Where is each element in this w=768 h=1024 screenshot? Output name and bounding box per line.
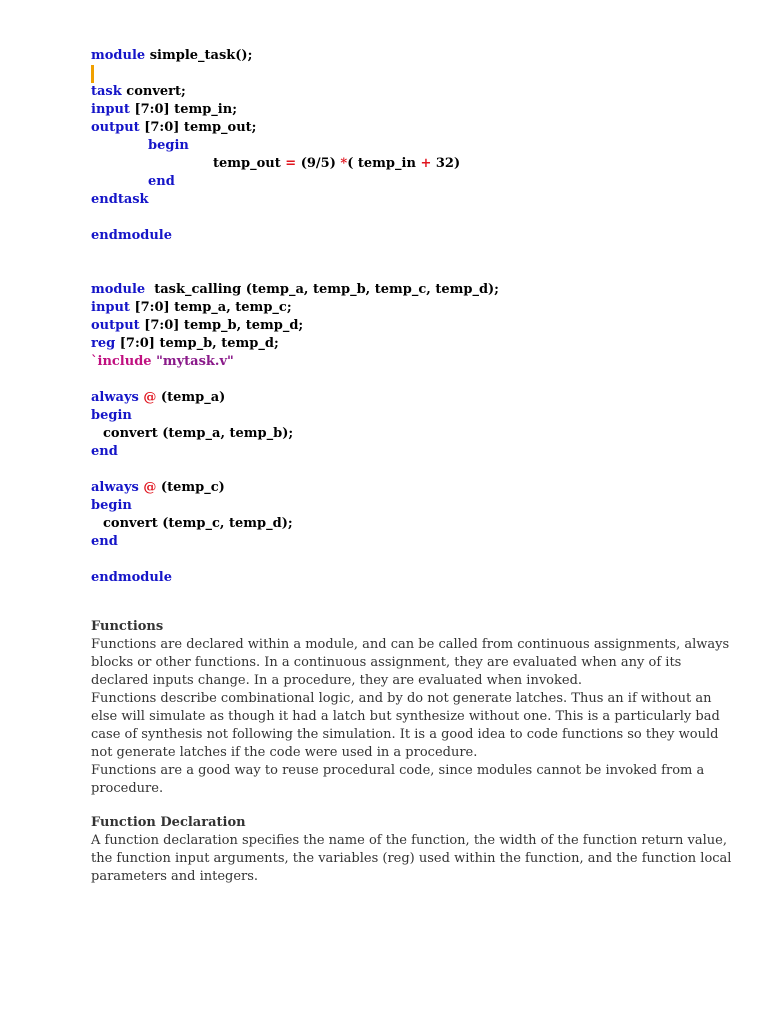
code-line-input-2 xyxy=(91,299,292,317)
input-decl: [7:0] temp_in; xyxy=(134,102,237,117)
code-line-always-1 xyxy=(91,389,225,407)
code-line-call-2: convert (temp_c, temp_d); xyxy=(103,516,293,531)
assign-lhs: temp_out xyxy=(213,156,281,171)
code-line-input xyxy=(91,101,237,119)
paragraph-line: blocks or other functions. In a continuous assignment, they are evaluated when any of its xyxy=(91,655,682,670)
keyword-input: input xyxy=(91,102,130,117)
code-line-module-simple-task xyxy=(91,47,252,65)
functions-heading: Functions xyxy=(91,619,164,634)
code-line-reg xyxy=(91,335,279,353)
paragraph-line: the function input arguments, the variables (reg) used within the function, and the function local xyxy=(91,851,732,866)
keyword-module: module xyxy=(91,48,146,63)
keyword-always: always xyxy=(91,390,139,405)
module-signature: task_calling (temp_a, temp_b, temp_c, temp_d); xyxy=(154,282,499,297)
code-line-endmodule-2: endmodule xyxy=(91,570,172,585)
assign-constant: 32) xyxy=(435,156,461,171)
sensitivity-list: (temp_a) xyxy=(160,390,226,405)
code-line-task xyxy=(91,83,186,101)
operator-at: @ xyxy=(143,480,157,495)
paragraph-line: not generate latches if the code were used in a procedure. xyxy=(91,745,478,760)
code-line-begin: begin xyxy=(148,138,189,153)
assign-operand: ( temp_in xyxy=(347,156,416,171)
keyword-include: `include xyxy=(91,354,152,369)
paragraph-line: procedure. xyxy=(91,781,164,796)
code-line-endtask: endtask xyxy=(91,192,149,207)
text-cursor xyxy=(91,65,94,83)
function-declaration-heading: Function Declaration xyxy=(91,815,246,830)
sensitivity-list: (temp_c) xyxy=(160,480,225,495)
code-line-begin-3: begin xyxy=(91,498,132,513)
operator-multiply: * xyxy=(340,156,348,171)
paragraph-line: else will simulate as though it had a latch but synthesize without one. This is a particularly bad xyxy=(91,709,720,724)
code-line-always-2 xyxy=(91,479,225,497)
keyword-always: always xyxy=(91,480,139,495)
code-line-end-2: end xyxy=(91,444,118,459)
operator-equals: = xyxy=(285,156,297,171)
code-line-end-3: end xyxy=(91,534,118,549)
operator-plus: + xyxy=(420,156,432,171)
task-name: convert; xyxy=(126,84,186,99)
operator-at: @ xyxy=(143,390,157,405)
module-name: simple_task(); xyxy=(149,48,253,63)
input-decl: [7:0] temp_a, temp_c; xyxy=(134,300,292,315)
paragraph-line: Functions describe combinational logic, and by do not generate latches. Thus an if without an xyxy=(91,691,712,706)
code-line-include xyxy=(91,353,234,371)
reg-decl: [7:0] temp_b, temp_d; xyxy=(119,336,279,351)
code-line-assignment xyxy=(213,155,460,173)
paragraph-line: parameters and integers. xyxy=(91,869,259,884)
paragraph-line: A function declaration specifies the name of the function, the width of the function return value, xyxy=(91,833,727,848)
code-line-endmodule: endmodule xyxy=(91,228,172,243)
code-line-module-task-calling xyxy=(91,281,499,299)
assign-divisor: (9/5) xyxy=(300,156,336,171)
paragraph-line: declared inputs change. In a procedure, they are evaluated when invoked. xyxy=(91,673,583,688)
paragraph-line: case of synthesis not following the simulation. It is a good idea to code functions so they would xyxy=(91,727,719,742)
include-filename: "mytask.v" xyxy=(156,354,234,369)
keyword-output: output xyxy=(91,318,140,333)
keyword-output: output xyxy=(91,120,140,135)
output-decl: [7:0] temp_b, temp_d; xyxy=(144,318,304,333)
code-line-output xyxy=(91,119,256,137)
code-line-output-2 xyxy=(91,317,303,335)
keyword-task: task xyxy=(91,84,122,99)
keyword-input: input xyxy=(91,300,130,315)
keyword-reg: reg xyxy=(91,336,116,351)
paragraph-line: Functions are declared within a module, and can be called from continuous assignments, always xyxy=(91,637,730,652)
output-decl: [7:0] temp_out; xyxy=(144,120,257,135)
code-line-begin-2: begin xyxy=(91,408,132,423)
keyword-module: module xyxy=(91,282,146,297)
paragraph-line: Functions are a good way to reuse procedural code, since modules cannot be invoked from a xyxy=(91,763,705,778)
code-line-end: end xyxy=(148,174,175,189)
code-line-call-1: convert (temp_a, temp_b); xyxy=(103,426,294,441)
